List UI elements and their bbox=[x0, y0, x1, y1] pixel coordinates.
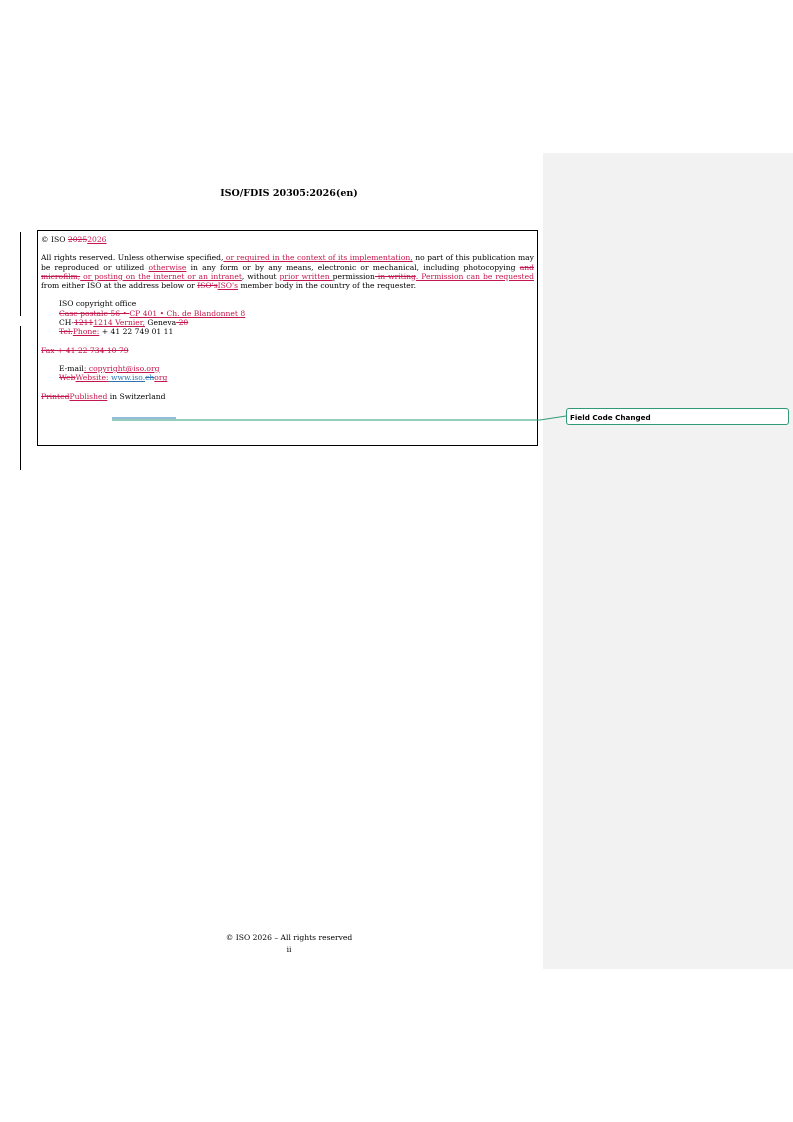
comment-pane bbox=[543, 153, 793, 969]
copyright-year-line: © ISO 20252026 bbox=[41, 235, 107, 244]
page-number: ii bbox=[286, 945, 292, 954]
email-link[interactable]: copyright@iso.org bbox=[86, 363, 160, 373]
published-line: PrintedPublished in Switzerland bbox=[41, 391, 166, 401]
change-bar bbox=[20, 232, 21, 316]
office-phone: Tel.Phone: + 41 22 749 01 11 bbox=[59, 327, 174, 337]
office-address: Case postale 56 • CP 401 • Ch. de Blandonnet 8 bbox=[59, 308, 246, 318]
document-header: ISO/FDIS 20305:2026(en) bbox=[220, 188, 358, 199]
footer-copyright: © ISO 2026 – All rights reserved bbox=[225, 933, 353, 942]
office-name: ISO copyright office bbox=[59, 299, 137, 309]
comment-balloon[interactable] bbox=[566, 408, 789, 425]
fax-line: Fax + 41 22 734 10 79 bbox=[41, 345, 129, 355]
office-city: CH-12111214 Vernier, Geneva 20 bbox=[59, 318, 189, 328]
email-line: E-mail: copyright@iso.org bbox=[59, 363, 160, 373]
website-link[interactable]: www.iso. bbox=[108, 373, 146, 383]
comment-label: Field Code Changed bbox=[570, 413, 651, 422]
website-line: WebWebsite: www.iso.chorg bbox=[59, 373, 168, 383]
copyright-notice-box bbox=[37, 230, 538, 446]
rights-paragraph: All rights reserved. Unless otherwise specified, or required in the context of its implementation, no part of this publication may be reproduced or utilized otherwise in any form or by any means, electronic or mechanical, including photocopying and microfilm, or posting on the internet or an intranet, without prior written permission in writing. Permission can be requested from either ISO at the address below or ISO'sISO's member body in the country of the requester. bbox=[41, 253, 534, 291]
change-bar bbox=[20, 326, 21, 470]
